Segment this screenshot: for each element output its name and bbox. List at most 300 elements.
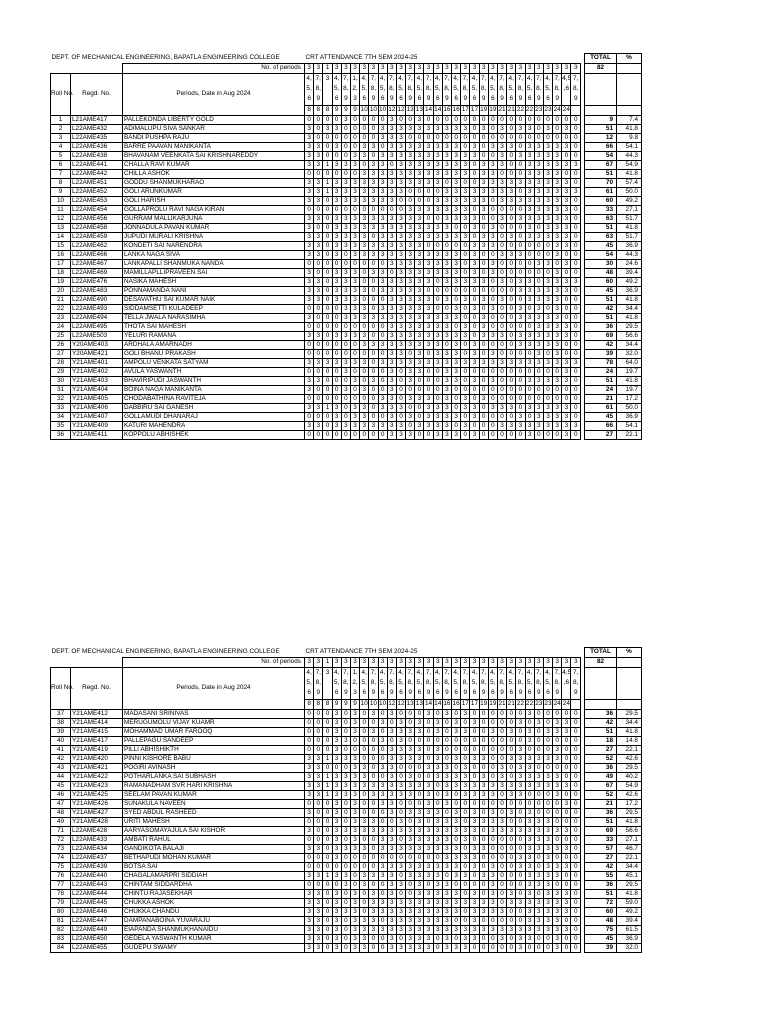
attendance-cell: 3 — [497, 935, 506, 944]
attendance-cell: 3 — [314, 422, 323, 431]
total-attended: 67 — [585, 161, 617, 170]
attendance-cell: 3 — [305, 899, 314, 908]
period-slot: 8, — [370, 85, 377, 92]
attendance-cell: 3 — [433, 332, 442, 341]
total-attended: 54 — [585, 251, 617, 260]
attendance-percent: 22.1 — [617, 854, 642, 863]
attendance-cell: 3 — [406, 224, 415, 233]
regd-number: L22AME428 — [71, 827, 123, 836]
attendance-cell: 3 — [424, 179, 433, 188]
period-slot: 4, — [453, 75, 459, 82]
attendance-cell: 3 — [424, 170, 433, 179]
attendance-cell: 3 — [543, 755, 552, 764]
attendance-cell: 0 — [562, 818, 571, 827]
attendance-cell: 3 — [387, 314, 396, 323]
attendance-cell: 0 — [553, 134, 562, 143]
date-slot-cell — [350, 74, 359, 106]
attendance-cell: 3 — [305, 287, 314, 296]
table-row — [51, 170, 642, 179]
attendance-cell: 0 — [415, 791, 424, 800]
attendance-cell: 3 — [387, 188, 396, 197]
attendance-cell: 0 — [488, 764, 497, 773]
date-cell: 17 — [470, 700, 479, 710]
attendance-cell: 3 — [507, 179, 516, 188]
attendance-cell: 3 — [415, 224, 424, 233]
attendance-cell: 3 — [516, 935, 525, 944]
attendance-cell: 3 — [406, 872, 415, 881]
regd-number: L22AME466 — [71, 251, 123, 260]
date-cell: 8 — [323, 700, 332, 710]
attendance-cell: 0 — [543, 800, 552, 809]
student-name: URITI MAHESH — [123, 818, 305, 827]
attendance-cell: 0 — [571, 818, 581, 827]
attendance-cell: 1 — [323, 791, 332, 800]
student-name: CHALLA RAVI KUMAR — [123, 161, 305, 170]
total-attended: 60 — [585, 197, 617, 206]
attendance-cell: 0 — [497, 836, 506, 845]
attendance-cell: 0 — [488, 341, 497, 350]
period-slot: 9 — [537, 95, 541, 102]
attendance-cell: 3 — [396, 314, 405, 323]
attendance-cell: 3 — [553, 179, 562, 188]
attendance-cell: 3 — [360, 143, 369, 152]
attendance-cell: 0 — [332, 116, 341, 125]
total-attended: 63 — [585, 215, 617, 224]
attendance-cell: 3 — [534, 404, 543, 413]
attendance-cell: 3 — [387, 926, 396, 935]
attendance-cell: 3 — [442, 944, 451, 953]
attendance-cell: 3 — [461, 836, 470, 845]
table-row — [51, 152, 642, 161]
period-slot: 7, — [536, 669, 542, 676]
period-slot: 9 — [518, 95, 523, 102]
date-slot-cell — [341, 74, 350, 106]
attendance-cell: 0 — [571, 782, 581, 791]
attendance-cell: 0 — [369, 323, 378, 332]
attendance-cell: 0 — [305, 350, 314, 359]
period-slot: 9 — [344, 689, 348, 696]
period-slot: 9 — [390, 95, 394, 102]
attendance-cell: 3 — [442, 233, 451, 242]
attendance-cell: 3 — [525, 935, 534, 944]
attendance-cell: 3 — [525, 818, 534, 827]
attendance-cell: 0 — [323, 917, 332, 926]
attendance-cell: 3 — [516, 854, 525, 863]
attendance-cell: 3 — [415, 827, 424, 836]
attendance-cell: 3 — [543, 836, 552, 845]
attendance-cell: 3 — [525, 737, 534, 746]
attendance-cell: 0 — [314, 863, 323, 872]
attendance-cell: 3 — [341, 773, 350, 782]
attendance-cell: 0 — [571, 899, 581, 908]
attendance-cell: 3 — [553, 377, 562, 386]
attendance-cell: 0 — [470, 206, 479, 215]
attendance-cell: 3 — [442, 908, 451, 917]
table-row — [51, 224, 642, 233]
attendance-cell: 0 — [452, 242, 461, 251]
attendance-cell: 0 — [396, 935, 405, 944]
attendance-cell: 3 — [452, 170, 461, 179]
attendance-cell: 3 — [488, 179, 497, 188]
period-slot: 4, — [398, 75, 404, 82]
attendance-cell: 0 — [369, 809, 378, 818]
period-slot: 4, — [361, 75, 367, 82]
attendance-cell: 3 — [369, 827, 378, 836]
attendance-cell: 3 — [534, 719, 543, 728]
attendance-cell: 0 — [378, 917, 387, 926]
attendance-cell: 3 — [479, 125, 488, 134]
attendance-cell: 0 — [360, 350, 369, 359]
period-slot: 6 — [417, 689, 422, 696]
date-slot-cell — [571, 668, 581, 700]
period-slot: 7, — [499, 75, 505, 82]
attendance-cell: 0 — [360, 260, 369, 269]
attendance-cell: 0 — [507, 116, 516, 125]
attendance-cell: 0 — [516, 818, 525, 827]
attendance-cell: 3 — [442, 143, 451, 152]
period-slot: 8, — [315, 679, 321, 686]
date-cell: 24 — [562, 700, 571, 710]
attendance-cell: 0 — [452, 737, 461, 746]
attendance-cell: 0 — [479, 224, 488, 233]
attendance-cell: 3 — [525, 179, 534, 188]
attendance-cell: 3 — [369, 170, 378, 179]
attendance-cell: 0 — [314, 854, 323, 863]
attendance-cell: 0 — [323, 251, 332, 260]
student-name: CHINTU RAJASEKHAR — [123, 890, 305, 899]
attendance-cell: 0 — [396, 836, 405, 845]
attendance-cell: 3 — [350, 233, 359, 242]
attendance-cell: 0 — [378, 431, 387, 440]
attendance-cell: 3 — [507, 809, 516, 818]
attendance-cell: 3 — [387, 278, 396, 287]
attendance-cell: 0 — [442, 809, 451, 818]
period-slot: 6 — [546, 95, 550, 102]
attendance-cell: 3 — [406, 431, 415, 440]
table-row — [51, 755, 642, 764]
attendance-cell: 3 — [525, 773, 534, 782]
attendance-percent: 29.5 — [617, 710, 642, 719]
attendance-cell: 0 — [341, 350, 350, 359]
attendance-cell: 0 — [323, 944, 332, 953]
date-slot-cell — [378, 668, 387, 700]
attendance-cell: 0 — [543, 935, 552, 944]
attendance-cell: 3 — [543, 359, 552, 368]
attendance-cell: 3 — [479, 755, 488, 764]
attendance-cell: 0 — [507, 917, 516, 926]
regd-number: L22AME493 — [71, 305, 123, 314]
attendance-cell: 3 — [415, 179, 424, 188]
attendance-cell: 3 — [360, 386, 369, 395]
attendance-cell: 3 — [461, 296, 470, 305]
attendance-cell: 3 — [525, 710, 534, 719]
table-row — [51, 260, 642, 269]
attendance-cell: 0 — [406, 890, 415, 899]
attendance-cell: 0 — [488, 251, 497, 260]
date-cell: 21 — [497, 700, 506, 710]
date-slot-cell — [360, 74, 369, 106]
attendance-cell: 3 — [378, 197, 387, 206]
attendance-cell: 0 — [507, 134, 516, 143]
attendance-cell: 3 — [378, 791, 387, 800]
attendance-cell: 3 — [488, 908, 497, 917]
attendance-cell: 3 — [350, 908, 359, 917]
roll-number: 34 — [51, 413, 71, 422]
attendance-cell: 1 — [323, 179, 332, 188]
date-slot-cell — [461, 668, 470, 700]
table-row — [51, 395, 642, 404]
student-name: PILLI ABHISHIKTH — [123, 746, 305, 755]
attendance-cell: 0 — [378, 935, 387, 944]
total-attended: 36 — [585, 323, 617, 332]
period-slot: 6 — [399, 95, 403, 102]
date-slot-cell — [305, 668, 314, 700]
attendance-cell: 3 — [543, 899, 552, 908]
attendance-cell: 0 — [369, 863, 378, 872]
attendance-cell: 3 — [553, 332, 562, 341]
total-attended: 48 — [585, 269, 617, 278]
attendance-cell: 3 — [415, 917, 424, 926]
attendance-cell: 3 — [488, 404, 497, 413]
attendance-cell: 3 — [534, 143, 543, 152]
attendance-cell: 0 — [507, 242, 516, 251]
attendance-cell: 3 — [553, 206, 562, 215]
attendance-cell: 0 — [571, 179, 581, 188]
attendance-cell: 0 — [479, 431, 488, 440]
date-slot-cell — [387, 74, 396, 106]
attendance-cell: 0 — [323, 323, 332, 332]
date-slot-cell — [378, 74, 387, 106]
total-attended: 21 — [585, 800, 617, 809]
attendance-cell: 3 — [516, 332, 525, 341]
attendance-cell: 3 — [350, 242, 359, 251]
attendance-cell: 0 — [323, 170, 332, 179]
attendance-cell: 0 — [461, 746, 470, 755]
attendance-cell: 3 — [314, 404, 323, 413]
attendance-cell: 3 — [424, 404, 433, 413]
attendance-percent: 9.8 — [617, 134, 642, 143]
attendance-cell: 3 — [369, 422, 378, 431]
attendance-cell: 3 — [442, 431, 451, 440]
attendance-cell: 0 — [305, 836, 314, 845]
attendance-percent: 51.7 — [617, 215, 642, 224]
date-slot-cell — [553, 668, 562, 700]
attendance-cell: 0 — [406, 737, 415, 746]
attendance-cell: 0 — [507, 314, 516, 323]
attendance-cell: 3 — [534, 215, 543, 224]
attendance-cell: 3 — [470, 269, 479, 278]
attendance-cell: 0 — [543, 368, 552, 377]
date-cell: 23 — [534, 700, 543, 710]
attendance-cell: 3 — [378, 188, 387, 197]
student-name: GOLI HARISH — [123, 197, 305, 206]
attendance-cell: 3 — [433, 719, 442, 728]
date-cell: 21 — [507, 106, 516, 116]
attendance-percent: 41.8 — [617, 818, 642, 827]
attendance-cell: 0 — [332, 206, 341, 215]
attendance-cell: 0 — [442, 719, 451, 728]
periods-count-cell: 3 — [360, 658, 369, 668]
date-cell: 14 — [424, 106, 433, 116]
roll-number: 42 — [51, 755, 71, 764]
student-name: RAMANADHAM SVR HARI KRISHNA — [123, 782, 305, 791]
attendance-cell: 3 — [350, 917, 359, 926]
attendance-cell: 0 — [323, 143, 332, 152]
attendance-percent: 41.8 — [617, 125, 642, 134]
attendance-cell: 3 — [378, 251, 387, 260]
attendance-cell: 3 — [424, 908, 433, 917]
attendance-cell: 3 — [396, 827, 405, 836]
attendance-cell: 3 — [314, 773, 323, 782]
periods-count-cell: 3 — [305, 658, 314, 668]
attendance-cell: 0 — [314, 323, 323, 332]
total-attended: 24 — [585, 368, 617, 377]
attendance-cell: 3 — [442, 782, 451, 791]
total-attended: 67 — [585, 782, 617, 791]
roll-number: 7 — [51, 170, 71, 179]
attendance-cell: 0 — [350, 431, 359, 440]
attendance-cell: 3 — [442, 917, 451, 926]
attendance-cell: 0 — [571, 332, 581, 341]
attendance-cell: 3 — [387, 368, 396, 377]
period-slot: 9 — [390, 689, 394, 696]
date-slot-cell — [396, 74, 405, 106]
attendance-cell: 3 — [479, 179, 488, 188]
attendance-cell: 0 — [415, 737, 424, 746]
attendance-cell: 3 — [350, 296, 359, 305]
attendance-cell: 3 — [452, 251, 461, 260]
attendance-cell: 3 — [543, 143, 552, 152]
attendance-cell: 3 — [424, 827, 433, 836]
attendance-cell: 3 — [406, 332, 415, 341]
attendance-cell: 3 — [341, 422, 350, 431]
attendance-cell: 3 — [452, 314, 461, 323]
regd-number: L22AME440 — [71, 872, 123, 881]
attendance-cell: 3 — [553, 908, 562, 917]
attendance-cell: 3 — [396, 269, 405, 278]
attendance-cell: 3 — [534, 341, 543, 350]
period-slot: 5, — [508, 679, 514, 686]
attendance-cell: 0 — [507, 296, 516, 305]
attendance-cell: 3 — [442, 251, 451, 260]
attendance-cell: 3 — [360, 764, 369, 773]
roll-number: 25 — [51, 332, 71, 341]
attendance-cell: 3 — [387, 359, 396, 368]
regd-number: L22AME462 — [71, 242, 123, 251]
attendance-cell: 3 — [350, 755, 359, 764]
attendance-percent: 36.9 — [617, 242, 642, 251]
attendance-cell: 0 — [341, 863, 350, 872]
attendance-cell: 3 — [350, 728, 359, 737]
period-slot: 9 — [500, 689, 504, 696]
attendance-cell: 3 — [332, 143, 341, 152]
attendance-cell: 0 — [525, 350, 534, 359]
attendance-cell: 3 — [488, 899, 497, 908]
attendance-cell: 0 — [488, 836, 497, 845]
attendance-cell: 0 — [534, 809, 543, 818]
attendance-cell: 0 — [534, 395, 543, 404]
period-slot: 4, — [379, 669, 386, 676]
attendance-cell: 0 — [507, 278, 516, 287]
total-attended: 27 — [585, 746, 617, 755]
attendance-cell: 0 — [350, 386, 359, 395]
attendance-cell: 0 — [442, 728, 451, 737]
no-of-periods-label: No. of periods — [123, 64, 305, 74]
attendance-cell: 0 — [516, 242, 525, 251]
student-name: CHAGALAMARPRI SIDDIAH — [123, 872, 305, 881]
attendance-cell: 0 — [415, 773, 424, 782]
attendance-cell: 3 — [442, 332, 451, 341]
attendance-cell: 0 — [488, 719, 497, 728]
attendance-cell: 3 — [433, 350, 442, 359]
attendance-cell: 3 — [424, 269, 433, 278]
attendance-cell: 0 — [314, 134, 323, 143]
attendance-cell: 3 — [507, 404, 516, 413]
attendance-cell: 3 — [305, 935, 314, 944]
attendance-cell: 0 — [396, 800, 405, 809]
periods-count-cell: 3 — [350, 658, 359, 668]
attendance-cell: 0 — [369, 386, 378, 395]
attendance-cell: 0 — [332, 395, 341, 404]
attendance-cell: 3 — [387, 233, 396, 242]
table-row — [51, 386, 642, 395]
attendance-cell: 0 — [433, 305, 442, 314]
attendance-cell: 0 — [314, 269, 323, 278]
attendance-cell: 3 — [525, 206, 534, 215]
attendance-cell: 3 — [442, 296, 451, 305]
attendance-cell: 3 — [415, 818, 424, 827]
attendance-cell: 0 — [415, 800, 424, 809]
attendance-cell: 3 — [387, 152, 396, 161]
date-cell: 10 — [378, 700, 387, 710]
attendance-cell: 0 — [507, 260, 516, 269]
attendance-cell: 3 — [406, 935, 415, 944]
attendance-cell: 0 — [488, 278, 497, 287]
attendance-cell: 3 — [305, 224, 314, 233]
total-attended: 24 — [585, 386, 617, 395]
attendance-cell: 3 — [433, 413, 442, 422]
attendance-cell: 0 — [497, 206, 506, 215]
attendance-percent: 41.8 — [617, 170, 642, 179]
period-slot: 8, — [573, 85, 579, 92]
attendance-cell: 0 — [378, 296, 387, 305]
attendance-cell: 3 — [350, 773, 359, 782]
roll-number: 47 — [51, 800, 71, 809]
attendance-cell: 0 — [479, 422, 488, 431]
attendance-cell: 3 — [516, 413, 525, 422]
attendance-cell: 3 — [562, 161, 571, 170]
attendance-cell: 3 — [562, 845, 571, 854]
period-slot: 4, — [490, 669, 496, 676]
attendance-cell: 3 — [497, 332, 506, 341]
attendance-cell: 0 — [479, 116, 488, 125]
attendance-cell: 3 — [452, 143, 461, 152]
attendance-cell: 0 — [488, 215, 497, 224]
table-row — [51, 854, 642, 863]
sheet-title: DEPT. OF MECHANICAL ENGINEERING, BAPATLA ENGINEERING COLLEGE — [51, 648, 280, 656]
attendance-cell: 3 — [332, 215, 341, 224]
attendance-cell: 3 — [406, 368, 415, 377]
attendance-cell: 3 — [452, 305, 461, 314]
attendance-cell: 0 — [323, 890, 332, 899]
attendance-cell: 3 — [406, 152, 415, 161]
attendance-cell: 3 — [562, 377, 571, 386]
attendance-cell: 3 — [461, 935, 470, 944]
attendance-cell: 0 — [497, 719, 506, 728]
date-slot-cell — [516, 74, 525, 106]
attendance-cell: 3 — [350, 800, 359, 809]
attendance-cell: 0 — [341, 413, 350, 422]
